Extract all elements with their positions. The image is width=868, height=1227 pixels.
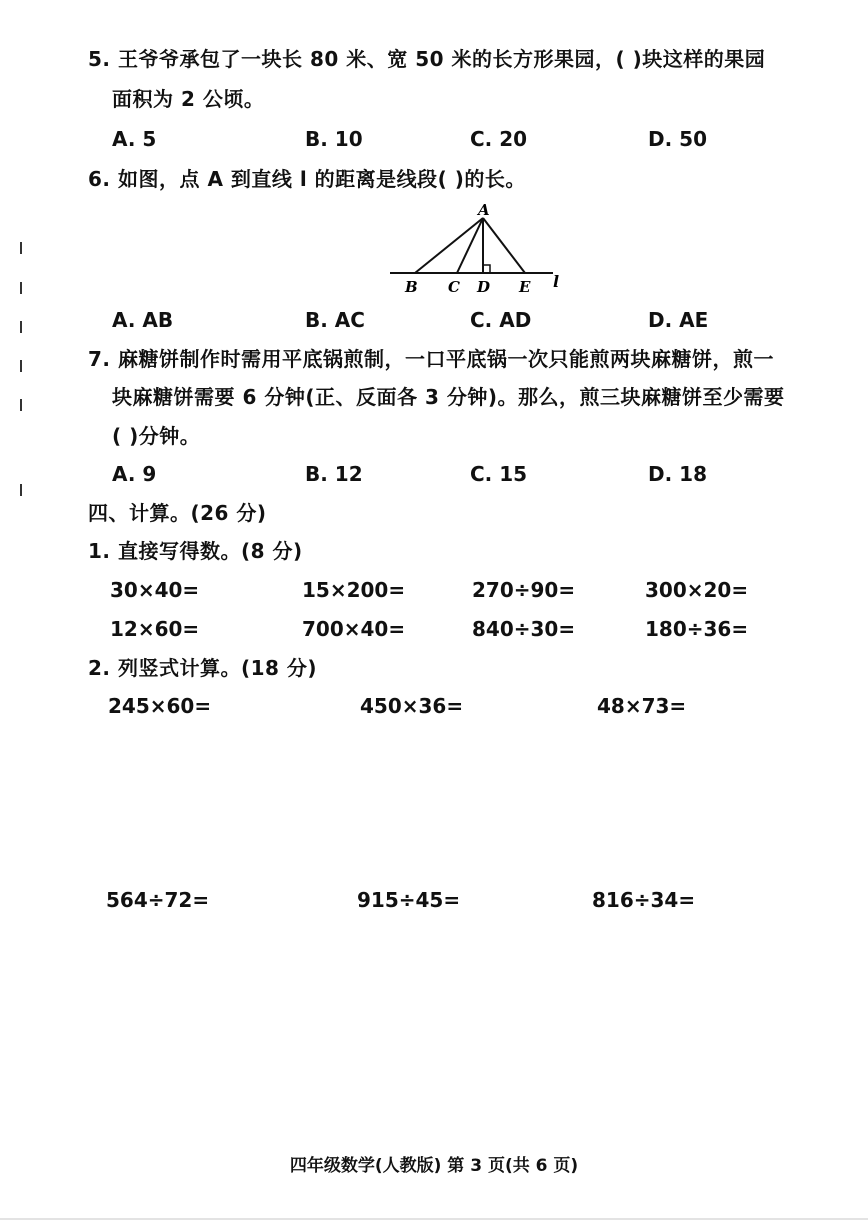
calc-item: 300×20= [645,578,749,602]
vertical-calc-item: 48×73= [597,694,687,718]
q7-option-c[interactable]: C. 15 [470,462,528,486]
binding-mark [20,282,22,294]
binding-mark [20,399,22,411]
section4-title: 四、计算。(26 分) [88,501,267,525]
calc-item: 30×40= [110,578,200,602]
q6-option-b[interactable]: B. AC [305,308,365,332]
q7-text-line3: ( )分钟。 [112,424,201,448]
bottom-edge [0,1218,868,1220]
label-b: B [405,278,418,296]
segment-ab [415,218,483,273]
binding-mark [20,484,22,496]
section4-part2-title: 2. 列竖式计算。(18 分) [88,656,318,680]
label-c: C [448,278,460,296]
q5-option-c[interactable]: C. 20 [470,127,528,151]
q5-text-line2: 面积为 2 公顷。 [112,87,265,111]
calc-item: 270÷90= [472,578,576,602]
label-l: l [553,272,560,291]
binding-mark [20,321,22,333]
vertical-calc-item: 816÷34= [592,888,696,912]
q7-text-line1: 7. 麻糖饼制作时需用平底锅煎制，一口平底锅一次只能煎两块麻糖饼，煎一 [88,347,774,371]
binding-mark [20,360,22,372]
calc-item: 180÷36= [645,617,749,641]
right-angle-mark [483,265,490,273]
calc-item: 840÷30= [472,617,576,641]
calc-item: 12×60= [110,617,200,641]
vertical-calc-item: 915÷45= [357,888,461,912]
q6-option-c[interactable]: C. AD [470,308,532,332]
segment-ac [457,218,483,273]
section4-part1-title: 1. 直接写得数。(8 分) [88,539,303,563]
vertical-calc-item: 450×36= [360,694,464,718]
binding-mark [20,242,22,254]
calc-item: 15×200= [302,578,406,602]
q5-option-d[interactable]: D. 50 [648,127,707,151]
label-e: E [519,278,531,296]
q7-option-b[interactable]: B. 12 [305,462,363,486]
label-d: D [477,278,491,296]
calc-item: 700×40= [302,617,406,641]
q6-geometry-figure [385,200,575,300]
q5-option-a[interactable]: A. 5 [112,127,157,151]
q7-text-line2: 块麻糖饼需要 6 分钟(正、反面各 3 分钟)。那么，煎三块麻糖饼至少需要 [112,385,785,409]
q6-option-a[interactable]: A. AB [112,308,174,332]
q7-option-a[interactable]: A. 9 [112,462,157,486]
q5-text-line1: 5. 王爷爷承包了一块长 80 米、宽 50 米的长方形果园，( )块这样的果园 [88,47,766,71]
vertical-calc-item: 245×60= [108,694,212,718]
vertical-calc-item: 564÷72= [106,888,210,912]
q7-option-d[interactable]: D. 18 [648,462,707,486]
q6-text-line1: 6. 如图，点 A 到直线 l 的距离是线段( )的长。 [88,167,526,191]
label-a: A [478,201,490,219]
q5-option-b[interactable]: B. 10 [305,127,363,151]
q6-option-d[interactable]: D. AE [648,308,709,332]
page-footer: 四年级数学(人教版) 第 3 页(共 6 页) [289,1156,579,1176]
